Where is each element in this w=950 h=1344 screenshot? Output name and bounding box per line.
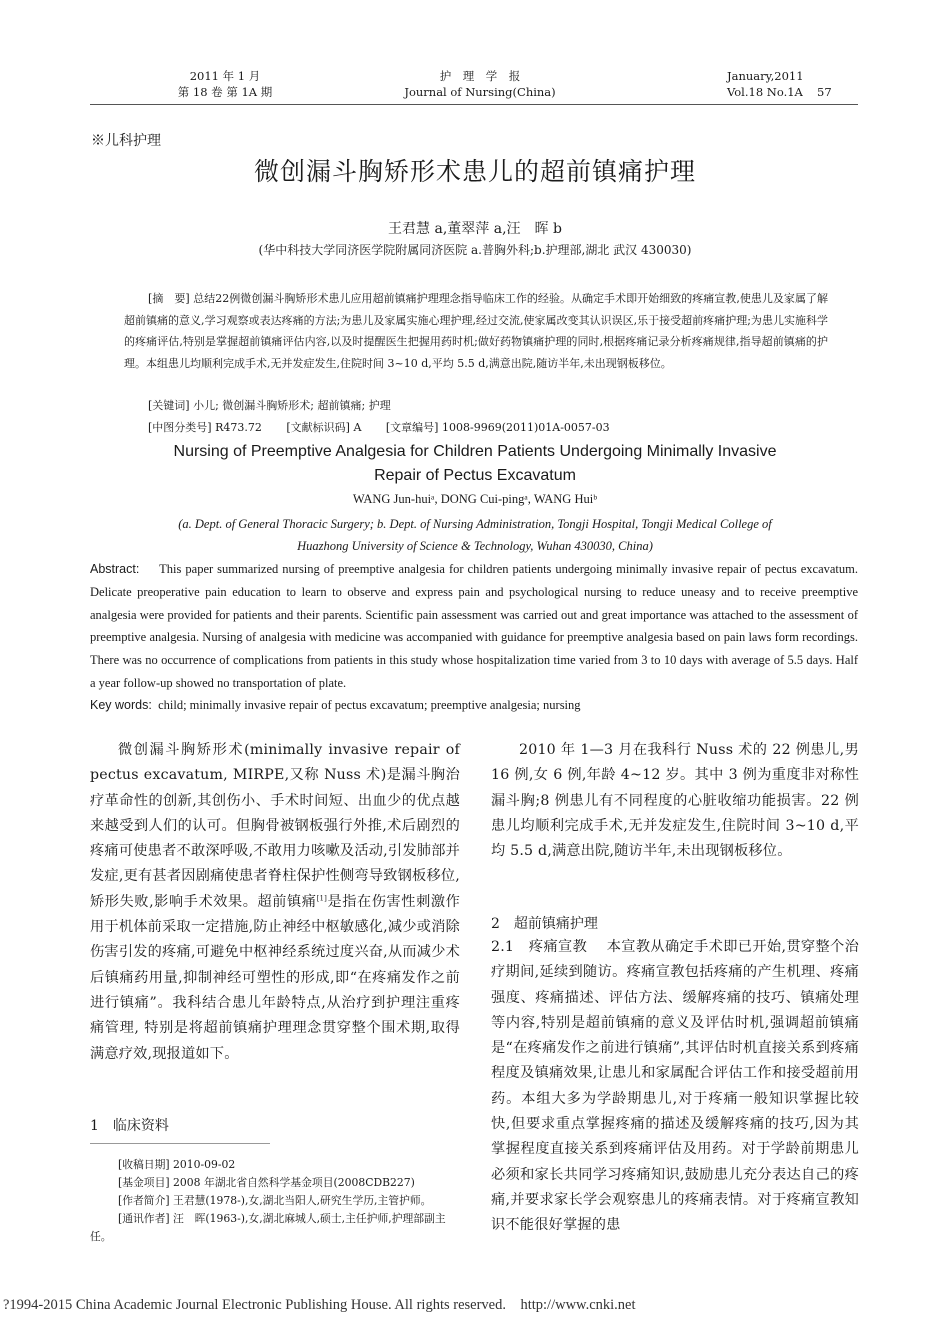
header-month-en: January,2011 xyxy=(727,69,804,83)
clc-value: R473.72 xyxy=(215,421,262,434)
article-number-value: 1008-9969(2011)01A-0057-03 xyxy=(441,421,610,434)
affiliation-cn: (华中科技大学同济医学院附属同济医院 a.普胸外科;b.护理部,湖北 武汉 430030) xyxy=(258,243,692,257)
citation-1: [1] xyxy=(316,894,328,903)
keywords-en xyxy=(90,694,858,717)
abstract-cn xyxy=(124,288,828,374)
header-journal-en: Journal of Nursing(China) xyxy=(404,85,556,99)
abstract-cn-text: 总结22例微创漏斗胸矫形术患儿应用超前镇痛护理理念指导临床工作的经验。从确定手术即开始细致的疼痛宣教,使患儿及家属了解超前镇痛的意义,学习观察或表达疼痛的方法;为患儿及家属实施心理护理,经过交流,使家属改变其认识误区,乐于接受超前疼痛护理;为患儿实施科学的疼痛评估,特别是掌握超前镇痛评估内容,以及时提醒医生把握用药时机;做好药物镇痛护理的同时,根据疼痛记录分析疼痛规律,指导超前镇痛的护理。本组患儿均顺利完成手术,无并发症发生,住院时间 3~10 d,平均 5.5 d,满意出院,随访半年,未出现钢板移位。 xyxy=(124,292,829,370)
education-text: 本宣教从确定手术即已开始,贯穿整个治疗期间,延续到随访。疼痛宣教包括疼痛的产生机理、疼痛强度、疼痛描述、评估方法、缓解疼痛的技巧、镇痛处理等内容,特别是超前镇痛的意义及评估时机,强调超前镇痛是“在疼痛发作之前进行镇痛”,其评估时机直接关系到疼痛程度及镇痛效果,让患儿和家属配合评估工作和接受超前用药。本组大多为学龄期患儿,对于疼痛一般知识掌握比较快,但要求重点掌握疼痛的描述及缓解疼痛的技巧,因为其掌握程度直接关系到疼痛评估及用药。对于学龄前期患儿必须和家长共同学习疼痛知识,鼓励患儿充分表达自己的疼痛,并要求家长学会观察患儿的疼痛表情。对于疼痛宣教知识不能很好掌握的患 xyxy=(491,939,859,1234)
intro-text-a: 微创漏斗胸矫形术(minimally invasive repair of pectus excavatum, MIRPE,又称 Nuss 术)是漏斗胸治疗革命性的创新,其创伤小、手术时间短、出血少的优点越来越受到人们的认可。但胸骨被钢板强行外推,术后剧烈的疼痛可使患者不敢深呼吸,不敢用力咳嗽及活动,引发肺部并发症,更有甚者因剧痛使患者脊柱保护性侧弯导致钢板移位,矫形失败,影响手术效果。超前镇痛 xyxy=(90,742,460,910)
header-volume-cn: 第 18 卷 第 1A 期 xyxy=(177,85,273,99)
keywords-en-label: Key words: xyxy=(90,698,152,712)
copyright-footer: ?1994-2015 China Academic Journal Electronic Publishing House. All rights reserved. http://www.cnki.net xyxy=(3,1297,636,1313)
footnote-received: [收稿日期] 2010-09-02 xyxy=(118,1158,236,1171)
subsection-2-1-heading: 2.1 疼痛宣教 xyxy=(491,939,588,955)
header-date xyxy=(165,68,285,100)
clc-label: [中图分类号] xyxy=(148,421,212,434)
abstract-en-text: This paper summarized nursing of preemptive analgesia for children patients undergoing minimally invasive repair of pectus excavatum. Delicate preoperative pain education to learn to observe and express pain and psychological nursing to reduce uneasy and to receive preemptive analgesia were provided for patients and their parents. Scientific pain assessment was carried out and great importance was attached to the assessment of preemptive analgesia. Nursing of analgesia with medicine was accompanied with guidance for preemptive analgesia based on pain laws form recordings. There was no occurrence of complications from patients in this study whose hospitalization time varied from 3 to 10 days with average of 5.5 days. Half a year follow-up showed no transportation of plate. xyxy=(90,562,858,690)
authors-cn: 王君慧 a,董翠萍 a,汪 晖 b xyxy=(388,221,562,237)
article-title-en-line1: Nursing of Preemptive Analgesia for Children Patients Undergoing Minimally Invasive xyxy=(173,443,777,460)
doc-code-label: [文献标识码] xyxy=(286,421,350,434)
affiliation-en-line1: (a. Dept. of General Thoracic Surgery; b. Dept. of Nursing Administration, Tongji Hospital, Tongji Medical College of xyxy=(178,517,772,531)
keywords-en-text: child; minimally invasive repair of pectus excavatum; preemptive analgesia; nursing xyxy=(158,698,581,712)
authors-en: WANG Jun-huiᵃ, DONG Cui-pingᵃ, WANG Huiᵇ xyxy=(352,492,598,506)
classification xyxy=(148,417,610,439)
intro-paragraph xyxy=(90,738,460,1067)
article-title-en-line2: Repair of Pectus Excavatum xyxy=(374,467,576,484)
education-paragraph xyxy=(491,935,859,1239)
footnote-fund: [基金项目] 2008 年湖北省自然科学基金项目(2008CDB227) xyxy=(118,1176,415,1189)
header-date-cn: 2011 年 1 月 xyxy=(189,69,261,83)
footnotes xyxy=(90,1156,462,1246)
footnote-author-bio: [作者简介] 王君慧(1978-),女,湖北当阳人,研究生学历,主管护师。 xyxy=(118,1194,432,1207)
doc-code-value: A xyxy=(353,421,362,434)
header-journal-cn: 护 理 学 报 xyxy=(439,69,521,83)
column-label: ※儿科护理 xyxy=(91,133,161,149)
affiliation-en-line2: Huazhong University of Science & Technology, Wuhan 430030, China) xyxy=(297,539,653,553)
keywords-cn-label: [关键词] xyxy=(148,399,190,412)
page-number: 57 xyxy=(817,85,832,99)
abstract-en xyxy=(90,558,858,695)
article-number-label: [文章编号] xyxy=(385,421,439,434)
keywords-cn-text: 小儿; 微创漏斗胸矫形术; 超前镇痛; 护理 xyxy=(193,399,391,412)
header-date-en xyxy=(727,68,817,100)
intro-text-b: 是指在伤害性刺激作用于机体前采取一定措施,防止神经中枢敏感化,减少或消除伤害引发的疼痛,可避免中枢神经系统过度兴奋,从而减少术后镇痛药用量,抑制神经可塑性的形成,即“在疼痛发作之前进行镇痛”。我科结合患儿年龄特点,从治疗到护理注重疼痛管理, 特别是将超前镇痛护理理念贯穿整个围术期,取得满意疗效,现报道如下。 xyxy=(90,893,460,1062)
footnote-rule xyxy=(90,1143,270,1144)
header-rule xyxy=(90,104,858,105)
footnote-correspondence: [通讯作者] 汪 晖(1963-),女,湖北麻城人,硕士,主任护师,护理部副主任。 xyxy=(90,1212,446,1243)
section-1-heading: 1 临床资料 xyxy=(90,1118,169,1134)
article-title-cn: 微创漏斗胸矫形术患儿的超前镇痛护理 xyxy=(253,157,696,186)
section-2-heading: 2 超前镇痛护理 xyxy=(491,916,598,932)
header-volume-en: Vol.18 No.1A xyxy=(727,85,803,99)
clinical-paragraph: 2010 年 1—3 月在我科行 Nuss 术的 22 例患儿,男 16 例,女 6 例,年龄 4~12 岁。其中 3 例为重度非对称性漏斗胸;8 例患儿有不同程度的心脏收缩功能损害。22 例患儿均顺利完成手术,无并发症发生,住院时间 3~10 d,平均 5.5 d,满意出院,随访半年,未出现钢板移位。 xyxy=(491,742,859,860)
abstract-cn-label: [摘 要] xyxy=(148,292,190,305)
keywords-cn xyxy=(148,395,391,417)
header-journal xyxy=(380,68,580,100)
abstract-en-label: Abstract: xyxy=(90,562,140,576)
